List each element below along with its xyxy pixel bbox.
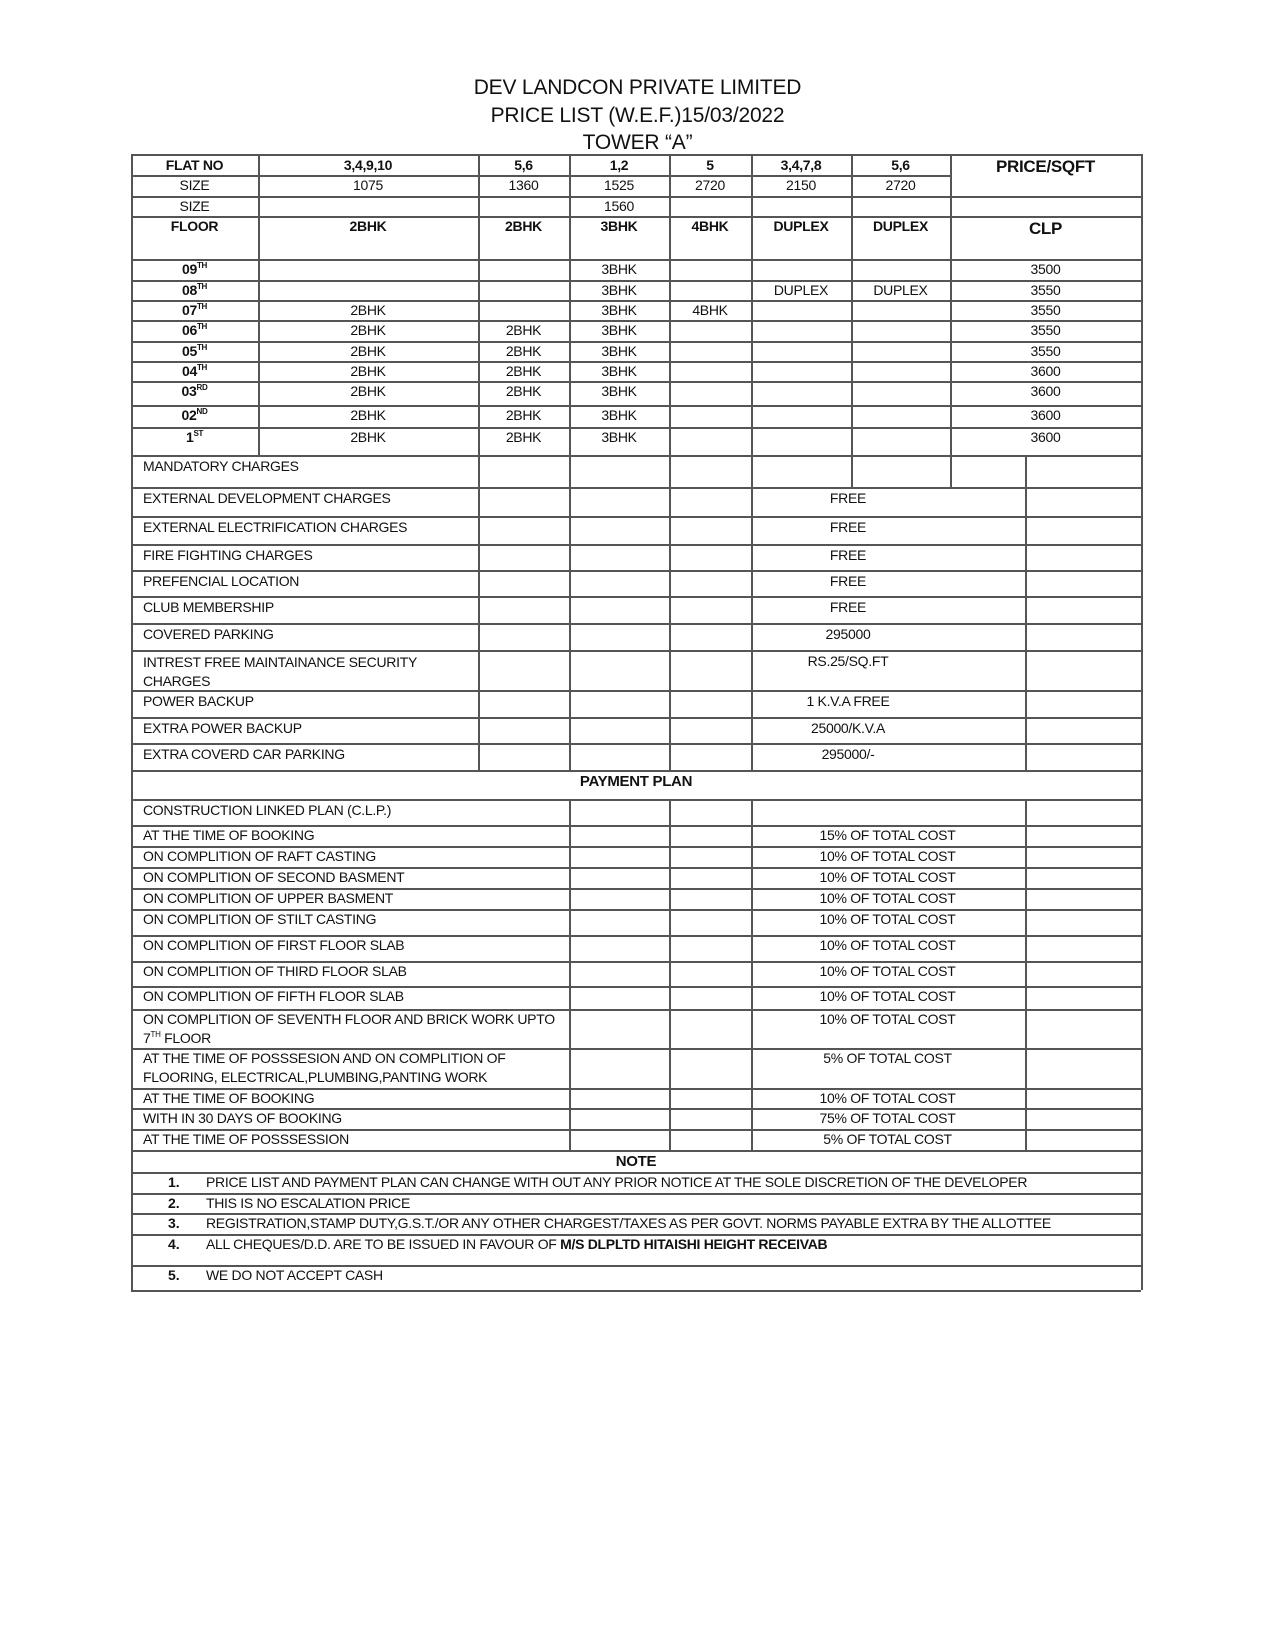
charge-label: COVERED PARKING (143, 626, 274, 642)
table-rule (131, 1290, 1141, 1292)
floor-number: 07 (181, 302, 197, 318)
floor-suffix: TH (196, 343, 208, 352)
floor-cell: DUPLEX (873, 282, 928, 298)
payment-stage-label: ON COMPLITION OF FIRST FLOOR SLAB (143, 937, 405, 953)
table-rule (669, 799, 671, 1150)
charge-label: INTREST FREE MAINTAINANCE SECURITY CHARGES (143, 654, 417, 689)
floor-09th (131, 261, 258, 278)
table-rule (131, 570, 1141, 572)
table-rule (950, 455, 952, 487)
payment-stage-label: ON COMPLITION OF FIFTH FLOOR SLAB (143, 988, 404, 1004)
note-text-plain: THIS IS NO ESCALATION PRICE (206, 1195, 411, 1211)
floor-cell: 2BHK (505, 322, 542, 338)
table-rule (851, 154, 853, 455)
table-rule (1141, 770, 1143, 1150)
payment-stage-value: 10% OF TOTAL COST (819, 848, 956, 864)
flat-no-0: 3,4,9,10 (343, 157, 393, 173)
floor-cell: 3BHK (601, 302, 637, 318)
floor-suffix: TH (196, 322, 208, 331)
floor-label: FLOOR (170, 218, 219, 234)
charge-value: 295000/- (821, 746, 875, 762)
floor-price: 3550 (1030, 302, 1061, 318)
payment-stage-value: 10% OF TOTAL COST (819, 1011, 956, 1027)
floor-cell: 2BHK (505, 429, 542, 445)
payment-stage-label: AT THE TIME OF BOOKING (143, 1090, 315, 1106)
table-rule (131, 487, 1141, 489)
payment-stage-label: AT THE TIME OF POSSSESSION (143, 1131, 349, 1147)
floor-number: 04 (181, 363, 197, 379)
floor-cell: 2BHK (350, 407, 386, 423)
charge-value: FREE (829, 573, 867, 589)
payment-stage-label-line2 (143, 1030, 211, 1047)
floor-cell: 2BHK (350, 322, 386, 338)
floor-price: 3600 (1030, 363, 1061, 379)
payment-stage-value: 10% OF TOTAL COST (819, 911, 956, 927)
table-rule (751, 455, 753, 487)
note-text (206, 1195, 410, 1211)
charge-label: FIRE FIGHTING CHARGES (143, 547, 313, 563)
floor-03rd (131, 383, 258, 400)
table-rule (131, 455, 133, 770)
floor-cell: 3BHK (601, 383, 637, 399)
note-number: 3. (168, 1215, 180, 1231)
charge-value: RS.25/SQ.FT (807, 653, 889, 669)
payment-stage-value: 10% OF TOTAL COST (819, 1090, 956, 1106)
payment-stage-value: 10% OF TOTAL COST (819, 890, 956, 906)
price-sqft-label: PRICE/SQFT (995, 157, 1095, 176)
payment-stage-value: 10% OF TOTAL COST (819, 869, 956, 885)
floor-05th (131, 343, 258, 360)
table-rule (258, 154, 260, 455)
size-label: SIZE (179, 177, 210, 193)
payment-stage-label: ON COMPLITION OF THIRD FLOOR SLAB (143, 963, 407, 979)
table-rule (131, 455, 1141, 457)
floor-number: 05 (181, 343, 197, 359)
table-rule (569, 799, 571, 1150)
note-number: 5. (168, 1267, 180, 1283)
floor-suffix: ST (193, 429, 204, 438)
floor-cell: 2BHK (350, 343, 386, 359)
floor-suffix: TH (196, 261, 208, 270)
floor-cell: 2BHK (350, 302, 386, 318)
floor-number: 03 (181, 383, 197, 399)
charge-label: PREFENCIAL LOCATION (143, 573, 300, 589)
floor-suffix: RD (196, 383, 208, 392)
payment-plan-title: PAYMENT PLAN (579, 773, 693, 790)
floor-07th (131, 302, 258, 319)
charge-value: 25000/K.V.A (810, 720, 886, 736)
table-rule (669, 455, 671, 770)
floor-cell: DUPLEX (773, 282, 829, 298)
note-text-plain: WE DO NOT ACCEPT CASH (206, 1267, 383, 1283)
note-text (206, 1215, 1051, 1231)
floor-cell: 3BHK (601, 282, 637, 298)
size-3: 2720 (695, 177, 725, 193)
table-rule (131, 770, 133, 1150)
table-rule (131, 544, 1141, 546)
payment-stage-value: 15% OF TOTAL COST (819, 827, 956, 843)
payment-plan-name: CONSTRUCTION LINKED PLAN (C.L.P.) (143, 802, 392, 818)
note-text-plain: REGISTRATION,STAMP DUTY,G.S.T./OR ANY OTHER CHARGEST/TAXES AS PER GOVT. NORMS PAYABLE EXTRA BY THE ALLOTTEE (206, 1215, 1051, 1231)
unit-type-4: DUPLEX (773, 218, 829, 234)
payment-stage-label: ON COMPLITION OF STILT CASTING (143, 911, 377, 927)
charge-label: EXTERNAL ELECTRIFICATION CHARGES (143, 519, 408, 535)
size-4: 2150 (786, 177, 816, 193)
charge-label: POWER BACKUP (143, 693, 254, 709)
charge-label: EXTRA COVERD CAR PARKING (143, 746, 345, 762)
table-rule (131, 154, 1141, 156)
floor-08th (131, 282, 258, 299)
note-text (206, 1236, 827, 1252)
table-rule (950, 154, 952, 455)
table-rule (1025, 799, 1027, 1150)
unit-type-2: 3BHK (600, 218, 638, 234)
unit-type-1: 2BHK (505, 218, 542, 234)
price-list-date: PRICE LIST (W.E.F.)15/03/2022 (490, 104, 785, 127)
floor-cell: 3BHK (601, 261, 637, 277)
charge-value: FREE (829, 599, 867, 615)
table-rule (1025, 455, 1027, 770)
label-rest: FLOOR (160, 1030, 211, 1046)
table-rule (131, 596, 1141, 598)
charge-value: 1 K.V.A FREE (806, 693, 890, 709)
floor-1st (131, 429, 258, 446)
floor-cell: 2BHK (350, 383, 386, 399)
payment-stage-label-line2: FLOORING, ELECTRICAL,PLUMBING,PANTING WORK (143, 1069, 488, 1085)
table-rule (669, 154, 671, 455)
unit-type-0: 2BHK (349, 218, 387, 234)
table-rule (131, 516, 1141, 518)
payment-stage-label: AT THE TIME OF BOOKING (143, 827, 315, 843)
floor-cell: 2BHK (350, 363, 386, 379)
floor-price: 3550 (1030, 343, 1061, 359)
table-rule (478, 455, 480, 770)
table-rule (851, 455, 853, 487)
floor-cell: 2BHK (505, 407, 542, 423)
table-rule (131, 154, 133, 455)
floor-suffix: ND (196, 407, 208, 416)
size2-label: SIZE (179, 198, 210, 214)
size2-2: 1560 (604, 198, 634, 214)
note-text (206, 1267, 383, 1283)
floor-cell: 2BHK (505, 343, 542, 359)
floor-cell: 3BHK (601, 322, 637, 338)
table-rule (751, 154, 753, 455)
size-5: 2720 (885, 177, 916, 193)
floor-cell: 2BHK (505, 363, 542, 379)
table-rule (569, 455, 571, 770)
payment-stage-label: ON COMPLITION OF RAFT CASTING (143, 848, 376, 864)
note-text-plain: PRICE LIST AND PAYMENT PLAN CAN CHANGE WITH OUT ANY PRIOR NOTICE AT THE SOLE DISCRETION OF THE DEVELOPER (206, 1174, 1028, 1190)
flat-no-label: FLAT NO (165, 157, 224, 173)
floor-cell: 3BHK (601, 429, 637, 445)
floor-number: 7 (143, 1030, 151, 1046)
floor-number: 02 (181, 407, 197, 423)
floor-cell: 2BHK (505, 383, 542, 399)
size-2: 1525 (604, 177, 634, 193)
charge-value: 295000 (825, 626, 871, 642)
floor-number: 09 (181, 261, 197, 277)
table-rule (1141, 1150, 1143, 1290)
charge-label: CLUB MEMBERSHIP (143, 599, 274, 615)
payment-stage-label: AT THE TIME OF POSSSESION AND ON COMPLITION OF (143, 1050, 506, 1066)
table-rule (569, 154, 571, 455)
floor-price: 3600 (1030, 383, 1061, 399)
note-number: 2. (168, 1195, 180, 1211)
table-rule (131, 1150, 133, 1290)
table-rule (131, 717, 1141, 719)
table-rule (131, 650, 1141, 652)
charge-label: EXTERNAL DEVELOPMENT CHARGES (143, 490, 391, 506)
size-0: 1075 (353, 177, 383, 193)
floor-cell: 2BHK (350, 429, 386, 445)
table-rule (1141, 455, 1143, 770)
floor-price: 3550 (1030, 282, 1061, 298)
floor-number: 06 (181, 322, 197, 338)
charge-value: FREE (829, 519, 867, 535)
floor-suffix: TH (150, 1030, 161, 1039)
note-text-plain: ALL CHEQUES/D.D. ARE TO BE ISSUED IN FAVOUR OF (206, 1236, 561, 1252)
floor-price: 3550 (1030, 322, 1061, 338)
size-1: 1360 (508, 177, 539, 193)
payment-stage-value: 10% OF TOTAL COST (819, 988, 956, 1004)
charge-value: FREE (829, 490, 867, 506)
table-rule (478, 154, 480, 455)
charge-value: FREE (829, 547, 867, 563)
floor-number: 1 (185, 429, 194, 445)
floor-cell: 3BHK (601, 343, 637, 359)
note-text (206, 1174, 1027, 1190)
payee-name: M/S DLPLTD HITAISHI HEIGHT RECEIVAB (560, 1236, 828, 1252)
floor-price: 3500 (1030, 261, 1061, 277)
note-title: NOTE (615, 1153, 657, 1170)
floor-suffix: TH (196, 282, 208, 291)
flat-no-3: 5 (706, 157, 714, 173)
floor-cell: 3BHK (601, 407, 637, 423)
table-rule (131, 623, 1141, 625)
payment-stage-label: ON COMPLITION OF SECOND BASMENT (143, 869, 405, 885)
unit-type-3: 4BHK (691, 218, 729, 234)
table-rule (1141, 154, 1143, 455)
flat-no-2: 1,2 (609, 157, 629, 173)
company-name: DEV LANDCON PRIVATE LIMITED (473, 76, 802, 99)
payment-stage-value: 75% OF TOTAL COST (819, 1110, 956, 1126)
payment-stage-label: ON COMPLITION OF UPPER BASMENT (143, 890, 394, 906)
note-number: 4. (168, 1236, 180, 1252)
payment-stage-value: 10% OF TOTAL COST (819, 937, 956, 953)
payment-stage-value: 5% OF TOTAL COST (823, 1050, 952, 1066)
floor-suffix: TH (196, 363, 208, 372)
payment-stage-value: 10% OF TOTAL COST (819, 963, 956, 979)
payment-stage-value: 5% OF TOTAL COST (823, 1131, 952, 1147)
table-rule (131, 770, 1141, 772)
floor-06th (131, 322, 258, 339)
floor-04th (131, 363, 258, 380)
note-number: 1. (168, 1174, 180, 1190)
table-rule (131, 1150, 1141, 1152)
plan-label: CLP (1028, 219, 1063, 238)
charge-label: EXTRA POWER BACKUP (143, 720, 302, 736)
unit-type-5: DUPLEX (873, 218, 928, 234)
floor-cell: 4BHK (692, 302, 728, 318)
flat-no-4: 3,4,7,8 (780, 157, 822, 173)
floor-number: 08 (181, 282, 197, 298)
floor-cell: 3BHK (601, 363, 637, 379)
floor-suffix: TH (196, 302, 208, 311)
floor-02nd (131, 407, 258, 424)
floor-price: 3600 (1030, 407, 1061, 423)
payment-stage-label: WITH IN 30 DAYS OF BOOKING (143, 1110, 342, 1126)
floor-price: 3600 (1030, 429, 1061, 445)
table-rule (131, 743, 1141, 745)
payment-stage-label: ON COMPLITION OF SEVENTH FLOOR AND BRICK WORK UPTO (143, 1011, 555, 1027)
tower-name: TOWER “A” (582, 131, 693, 154)
table-rule (131, 799, 1141, 801)
flat-no-1: 5,6 (514, 157, 533, 173)
mandatory-charges-title: MANDATORY CHARGES (143, 458, 299, 474)
flat-no-5: 5,6 (891, 157, 910, 173)
